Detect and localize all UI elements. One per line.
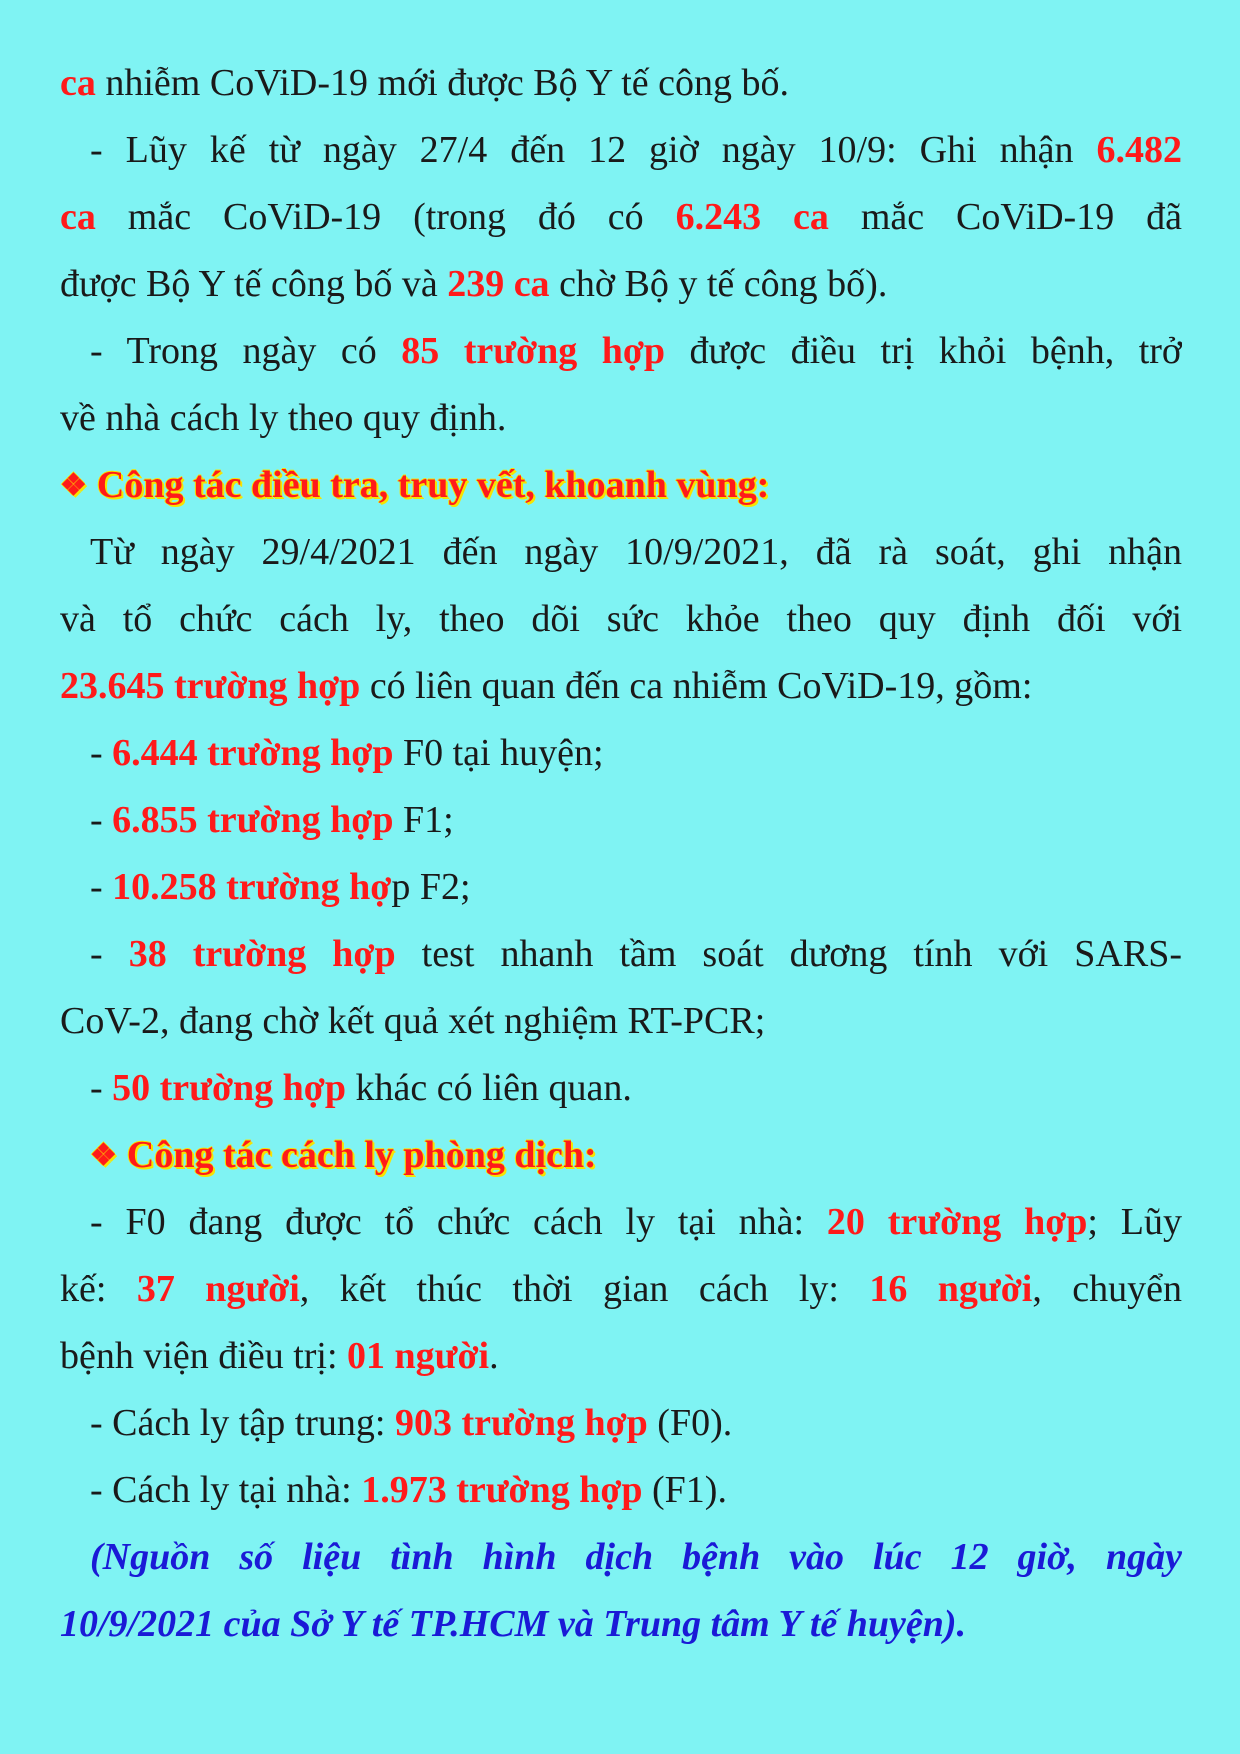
diamond-bullet-icon: ❖ (90, 1139, 117, 1172)
highlight: 37 người (136, 1268, 300, 1310)
highlight: 23.645 trường hợp (60, 665, 361, 707)
text-line: 23.645 trường hợp có liên quan đến ca nhiễm CoViD-19, gồm: (60, 665, 1033, 707)
list-item: - Cách ly tại nhà: 1.973 trường hợp (F1). (90, 1469, 727, 1511)
list-item: - 6.855 trường hợp F1; (90, 799, 454, 841)
text-line: ca nhiễm CoViD-19 mới được Bộ Y tế công bố. (60, 62, 790, 104)
highlight: 50 trường hợp (112, 1067, 346, 1109)
text-line: - Trong ngày có 85 trường hợp được điều trị khỏi bệnh, trở (90, 330, 1182, 372)
highlight: 01 người (347, 1335, 490, 1377)
list-item: - 6.444 trường hợp F0 tại huyện; (90, 732, 604, 774)
text-line: ca mắc CoViD-19 (trong đó có 6.243 ca mắc CoViD-19 đã (60, 196, 1182, 238)
highlight: 239 ca (447, 263, 550, 305)
list-item: - 10.258 trường hợp F2; (90, 866, 471, 908)
highlight: 16 người (869, 1268, 1033, 1310)
text-line: bệnh viện điều trị: 01 người. (60, 1335, 499, 1377)
list-item: - 38 trường hợp test nhanh tầm soát dương tính với SARS- (90, 933, 1182, 975)
highlight: 20 trường hợp (826, 1201, 1088, 1243)
text-line: về nhà cách ly theo quy định. (60, 397, 507, 439)
highlight: 6.243 ca (675, 196, 829, 238)
highlight: 6.855 trường hợp (112, 799, 394, 841)
text-line: và tổ chức cách ly, theo dõi sức khỏe theo quy định đối với (60, 598, 1182, 640)
highlight: ca (60, 196, 96, 238)
text-line: - Lũy kế từ ngày 27/4 đến 12 giờ ngày 10/9: Ghi nhận 6.482 (90, 129, 1182, 171)
highlight: 38 trường hợp (128, 933, 396, 975)
highlight: 85 trường hợp (401, 330, 666, 372)
highlight: 903 trường hợp (394, 1402, 648, 1444)
text-line: được Bộ Y tế công bố và 239 ca chờ Bộ y tế công bố). (60, 263, 888, 305)
text-line: CoV-2, đang chờ kết quả xét nghiệm RT-PCR; (60, 1000, 766, 1042)
list-item: - 50 trường hợp khác có liên quan. (90, 1067, 632, 1109)
highlight: 6.482 (1096, 129, 1182, 171)
text-line: - F0 đang được tổ chức cách ly tại nhà: 20 trường hợp; Lũy (90, 1201, 1182, 1243)
source-note: 10/9/2021 của Sở Y tế TP.HCM và Trung tâm Y tế huyện). (60, 1603, 967, 1645)
section-heading: ❖ Công tác cách ly phòng dịch: (90, 1134, 597, 1176)
source-note: (Nguồn số liệu tình hình dịch bệnh vào lúc 12 giờ, ngày (90, 1536, 1182, 1578)
diamond-bullet-icon: ❖ (60, 469, 87, 502)
text-line: Từ ngày 29/4/2021 đến ngày 10/9/2021, đã rà soát, ghi nhận (90, 531, 1182, 573)
highlight: 1.973 trường hợp (361, 1469, 643, 1511)
highlight: 6.444 trường hợp (112, 732, 394, 774)
list-item: - Cách ly tập trung: 903 trường hợp (F0). (90, 1402, 733, 1444)
highlight: ca (60, 62, 96, 104)
text-line: kế: 37 người, kết thúc thời gian cách ly: 16 người, chuyển (60, 1268, 1182, 1310)
section-heading: ❖ Công tác điều tra, truy vết, khoanh vùng: (60, 464, 770, 506)
highlight: 10.258 trường hợ (112, 866, 392, 908)
